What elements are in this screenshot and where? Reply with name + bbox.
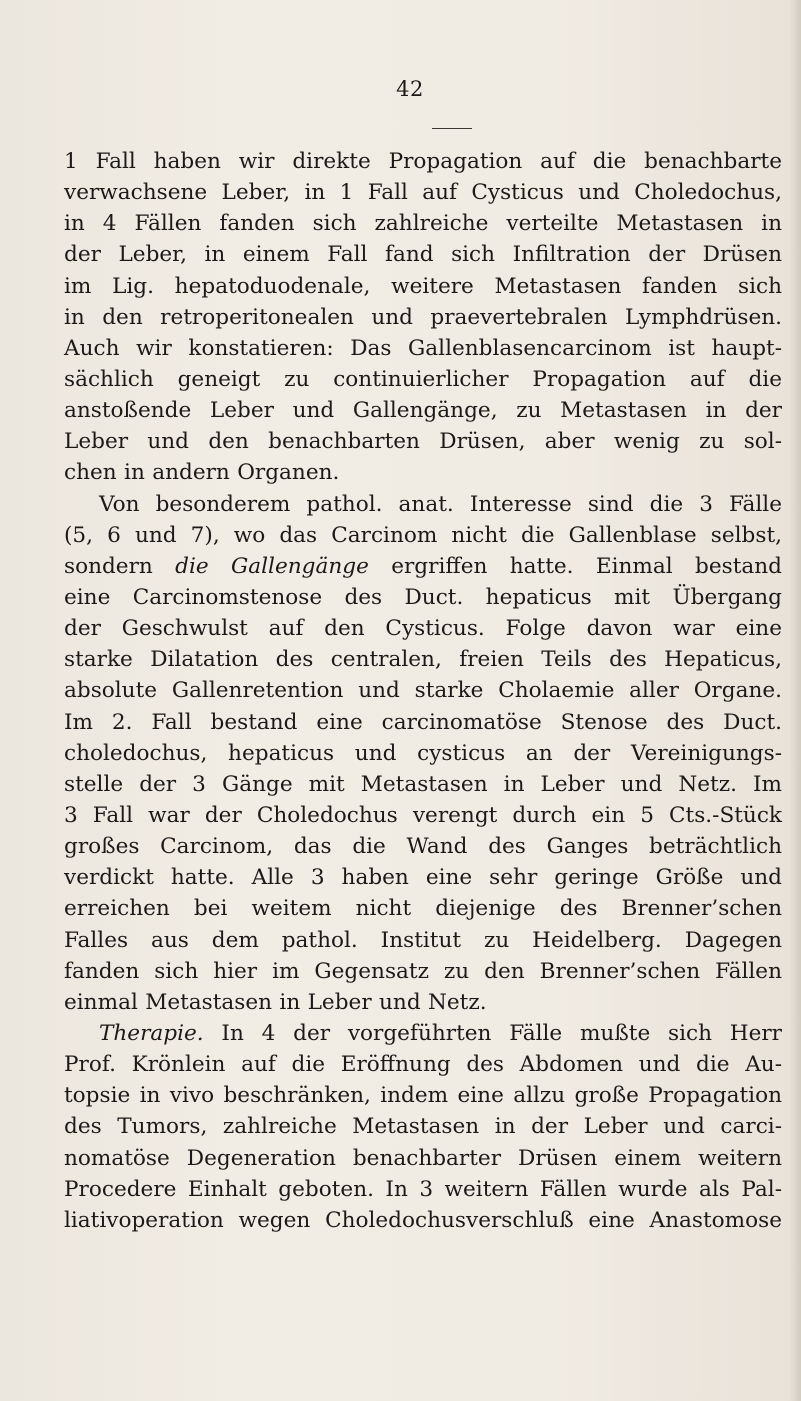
- text-line: Falles aus dem pathol. Institut zu Heidelberg. Dagegen: [64, 927, 782, 953]
- page-number: 42: [396, 77, 424, 101]
- paragraph-start-line: Von besonderem pathol. anat. Interesse sind die 3 Fälle: [99, 491, 782, 517]
- text-line: stelle der 3 Gänge mit Metastasen in Leber und Netz. Im: [64, 771, 782, 797]
- text-line-with-italic: [64, 1018, 782, 1049]
- text-line: Prof. Krönlein auf die Eröffnung des Abdomen und die Au-: [64, 1052, 782, 1078]
- text-line: der Leber, in einem Fall fand sich Infiltration der Drüsen: [64, 242, 782, 268]
- text-line: starke Dilatation des centralen, freien Teils des Hepaticus,: [64, 647, 782, 673]
- page-number-rule: [432, 128, 472, 129]
- text-line: verwachsene Leber, in 1 Fall auf Cysticus und Choledochus,: [64, 180, 782, 206]
- italic-heading-therapie: Therapie.: [99, 1020, 204, 1046]
- text-line-with-italic: [64, 551, 782, 582]
- text-line: Im 2. Fall bestand eine carcinomatöse Stenose des Duct.: [64, 709, 782, 735]
- text-line: der Geschwulst auf den Cysticus. Folge davon war eine: [64, 616, 782, 642]
- text-line: (5, 6 und 7), wo das Carcinom nicht die Gallenblase selbst,: [64, 522, 782, 548]
- text-line: großes Carcinom, das die Wand des Ganges beträchtlich: [64, 834, 782, 860]
- text-line: im Lig. hepatoduodenale, weitere Metastasen fanden sich: [64, 273, 782, 299]
- text-line: erreichen bei weitem nicht diejenige des Brenner’schen: [64, 896, 782, 922]
- line-text-after: ergriffen hatte. Einmal bestand: [368, 553, 783, 579]
- text-line: des Tumors, zahlreiche Metastasen in der Leber und carci-: [64, 1114, 782, 1140]
- text-line: nomatöse Degeneration benachbarter Drüsen einem weitern: [64, 1145, 782, 1171]
- line-text-before: sondern: [64, 553, 176, 579]
- text-line: topsie in vivo beschränken, indem eine allzu große Propagation: [64, 1083, 782, 1109]
- text-line: chen in andern Organen.: [64, 460, 340, 486]
- text-line: 3 Fall war der Choledochus verengt durch ein 5 Cts.-Stück: [64, 802, 782, 828]
- text-line: Leber und den benachbarten Drüsen, aber wenig zu sol-: [64, 429, 782, 455]
- body-text: [64, 146, 782, 1236]
- text-line: eine Carcinomstenose des Duct. hepaticus mit Übergang: [64, 584, 782, 610]
- text-line: verdickt hatte. Alle 3 haben eine sehr geringe Größe und: [64, 865, 782, 891]
- text-line: einmal Metastasen in Leber und Netz.: [64, 989, 487, 1015]
- text-line: in den retroperitonealen und praevertebralen Lymphdrüsen.: [64, 304, 782, 330]
- text-line: sächlich geneigt zu continuierlicher Propagation auf die: [64, 366, 782, 392]
- text-line: 1 Fall haben wir direkte Propagation auf die benachbarte: [64, 149, 782, 174]
- text-line: in 4 Fällen fanden sich zahlreiche verteilte Metastasen in: [64, 211, 782, 237]
- italic-emphasis: die Gallengänge: [175, 553, 369, 579]
- text-line: choledochus, hepaticus und cysticus an der Vereinigungs-: [64, 740, 782, 766]
- text-line: Procedere Einhalt geboten. In 3 weitern Fällen wurde als Pal-: [64, 1176, 782, 1202]
- page-edge-shadow: [789, 0, 801, 1401]
- text-line: fanden sich hier im Gegensatz zu den Brenner’schen Fällen: [64, 958, 782, 984]
- line-text-after: In 4 der vorgeführten Fälle mußte sich Herr: [203, 1020, 782, 1046]
- text-line: anstoßende Leber und Gallengänge, zu Metastasen in der: [64, 398, 782, 424]
- text-line: Auch wir konstatieren: Das Gallenblasencarcinom ist haupt-: [64, 335, 782, 361]
- text-line: absolute Gallenretention und starke Cholaemie aller Organe.: [64, 678, 782, 704]
- text-line: liativoperation wegen Choledochusverschluß eine Anastomose: [64, 1207, 782, 1233]
